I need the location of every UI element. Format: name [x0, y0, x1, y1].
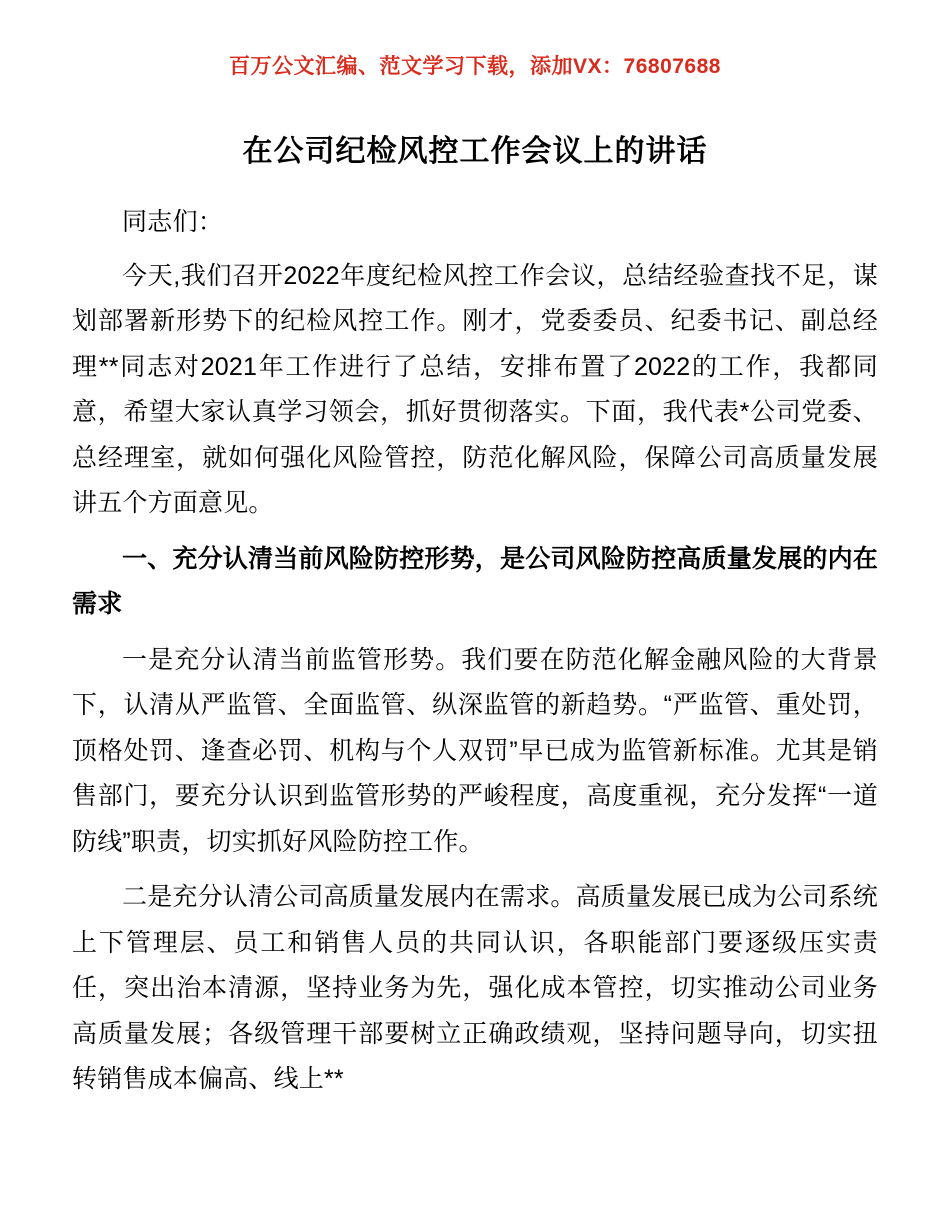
- section-heading-1: 一、充分认清当前风险防控形势，是公司风险防控高质量发展的内在需求: [72, 544, 879, 619]
- salutation: 同志们：: [122, 208, 224, 237]
- page-title: 在公司纪检风控工作会议上的讲话: [242, 135, 708, 169]
- promo-banner: 百万公文汇编、范文学习下载，添加VX：76807688: [229, 55, 721, 78]
- paragraph-1: 今天,我们召开2022年度纪检风控工作会议，总结经验查找不足，谋划部署新形势下的纪检风控工作。刚才，党委委员、纪委书记、副总经理**同志对2021年工作进行了总结，安排布置了2022的工作，我都同意，希望大家认真学习领会，抓好贯彻落实。下面，我代表*公司党委、总经理室，就如何强化风险管控，防范化解风险，保障公司高质量发展讲五个方面意见。: [72, 261, 878, 518]
- paragraph-3: 二是充分认清公司高质量发展内在需求。高质量发展已成为公司系统上下管理层、员工和销售人员的共同认识，各职能部门要逐级压实责任，突出治本清源，坚持业务为先，强化成本管控，切实推动公司业务高质量发展；各级管理干部要树立正确政绩观，坚持问题导向，切实扭转销售成本偏高、线上**: [72, 883, 879, 1094]
- paragraph-2: 一是充分认清当前监管形势。我们要在防范化解金融风险的大背景下，认清从严监管、全面监管、纵深监管的新趋势。“严监管、重处罚，顶格处罚、逢查必罚、机构与个人双罚”早已成为监管新标准。尤其是销售部门，要充分认识到监管形势的严峻程度，高度重视，充分发挥“一道防线”职责，切实抓好风险防控工作。: [72, 645, 878, 856]
